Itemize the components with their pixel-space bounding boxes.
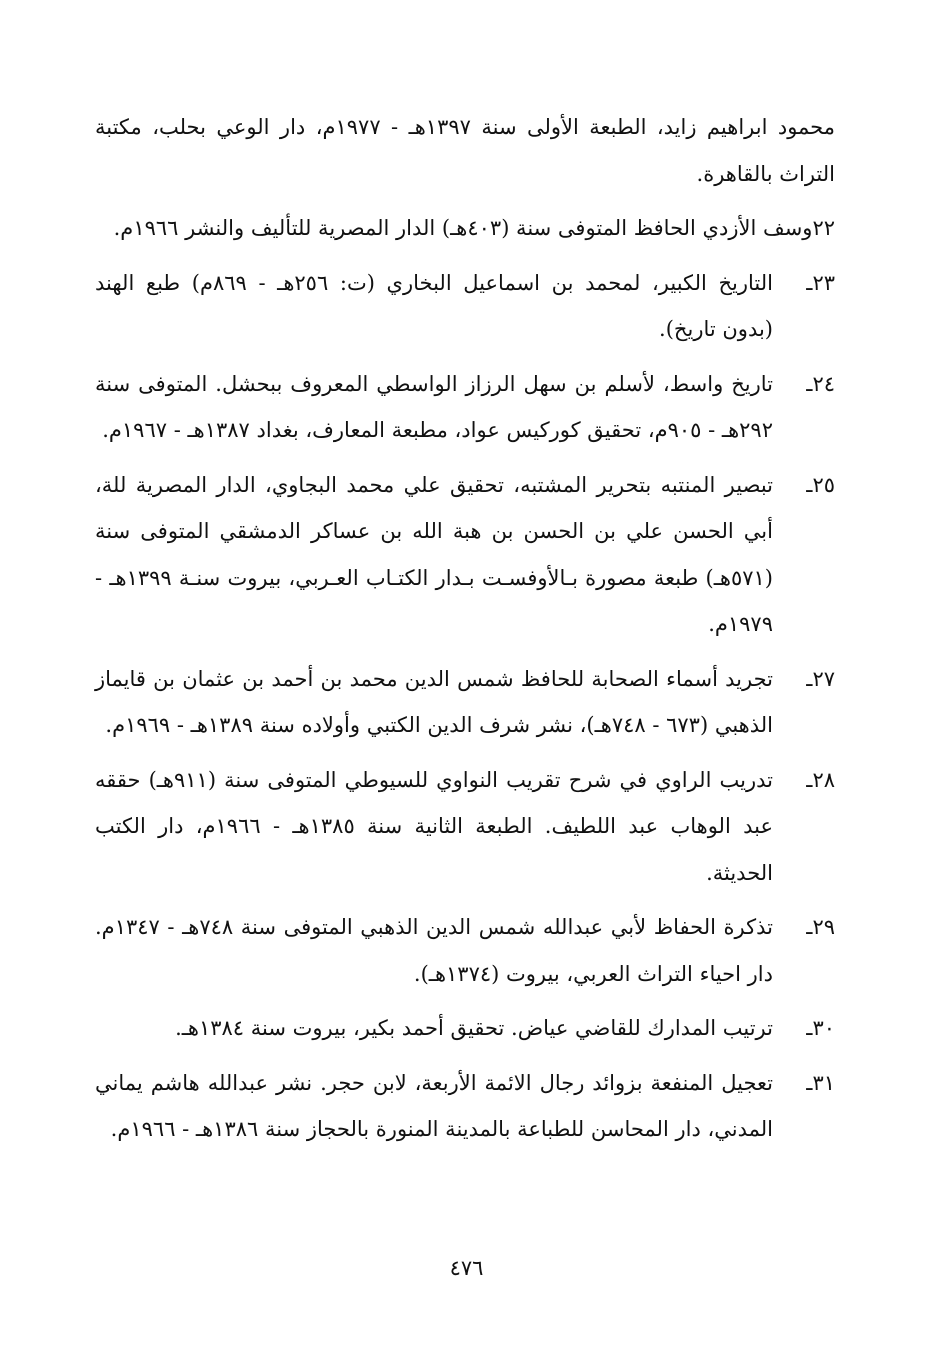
entry-text: تدريب الراوي في شرح تقريب النواوي للسيوطي المتوفى سنة (٩١١هـ) حققه عبد الوهاب عبد اللطيف. الطبعة الثانية سنة ١٣٨٥هـ - ١٩٦٦م، دار الكتب الحديثة. [95,767,773,885]
entry-text: التاريخ الكبير، لمحمد بن اسماعيل البخاري (ت: ٢٥٦هـ - ٨٦٩م) طبع الهند (بدون تاريخ). [95,270,774,341]
bibliography-entry-24 [95,361,835,454]
entry-number: ٢٤ـ [806,371,835,396]
bibliography-entry-29 [95,904,835,997]
entry-number: ٢٩ـ [806,915,835,939]
entry-text: تاريخ واسط، لأسلم بن سهل الرزاز الواسطي المعروف ببحشل. المتوفى سنة ٢٩٢هـ - ٩٠٥م، تحقيق كوركيس عواد، مطبعة المعارف، بغداد ١٣٨٧هـ - ١٩٦٧م. [95,371,773,442]
entry-text: تبصير المنتبه بتحرير المشتبه، تحقيق علي محمد البجاوي، الدار المصرية للة، أبي الحسن علي بن الحسن بن هبة الله بن عساكر الدمشقي المتوفى سنة (٥٧١هـ) طبعة مصورة بـالأوفسـت بـدار الكتـاب العـربي، بيروت سنـة ١٣٩٩هـ - ١٩٧٩م. [95,472,773,636]
entry-text: تعجيل المنفعة بزوائد رجال الائمة الأربعة، لابن حجر. نشر عبدالله هاشم يماني المدني، دار المحاسن للطباعة بالمدينة المنورة بالحجاز سنة ١٣٨٦هـ - ١٩٦٦م. [95,1070,773,1141]
bibliography-entry-30 [95,1005,835,1052]
entry-number: ٣٠ـ [806,1016,835,1040]
bibliography-entry-continuation: محمود ابراهيم زايد، الطبعة الأولى سنة ١٣٩٧هـ - ١٩٧٧م، دار الوعي بحلب، مكتبة التراث بالقاهرة. [95,115,835,186]
page-number: ٤٧٦ [449,1256,484,1280]
entry-text: تذكرة الحفاظ لأبي عبدالله شمس الدين الذهبي المتوفى سنة ٧٤٨هـ - ١٣٤٧م. دار احياء التراث العربي، بيروت (١٣٧٤هـ). [95,915,773,986]
entry-number: ٢٥ـ [806,472,835,497]
bibliography-entry-22: ٢٢وسف الأزدي الحافظ المتوفى سنة (٤٠٣هـ) الدار المصرية للتأليف والنشر ١٩٦٦م. [113,216,835,240]
entry-number: ٢٧ـ [806,666,835,691]
bibliography-list [95,104,835,1161]
entry-number: ٣١ـ [806,1070,835,1095]
bibliography-entry-31 [95,1060,835,1153]
bibliography-entry-27 [95,656,835,749]
entry-text: تجريد أسماء الصحابة للحافظ شمس الدين محمد بن أحمد بن عثمان بن قايماز الذهبي (٦٧٣ - ٧٤٨هـ)، نشر شرف الدين الكتبي وأولاده سنة ١٣٨٩هـ - ١٩٦٩م. [95,666,773,737]
bibliography-entry-28 [95,757,835,897]
entry-number: ٢٣ـ [806,270,835,295]
entry-text: ترتيب المدارك للقاضي عياض. تحقيق أحمد بكير، بيروت سنة ١٣٨٤هـ. [175,1016,773,1040]
entry-number: ٢٨ـ [806,767,835,792]
bibliography-entry-23 [95,260,835,353]
bibliography-entry-25 [95,462,835,648]
